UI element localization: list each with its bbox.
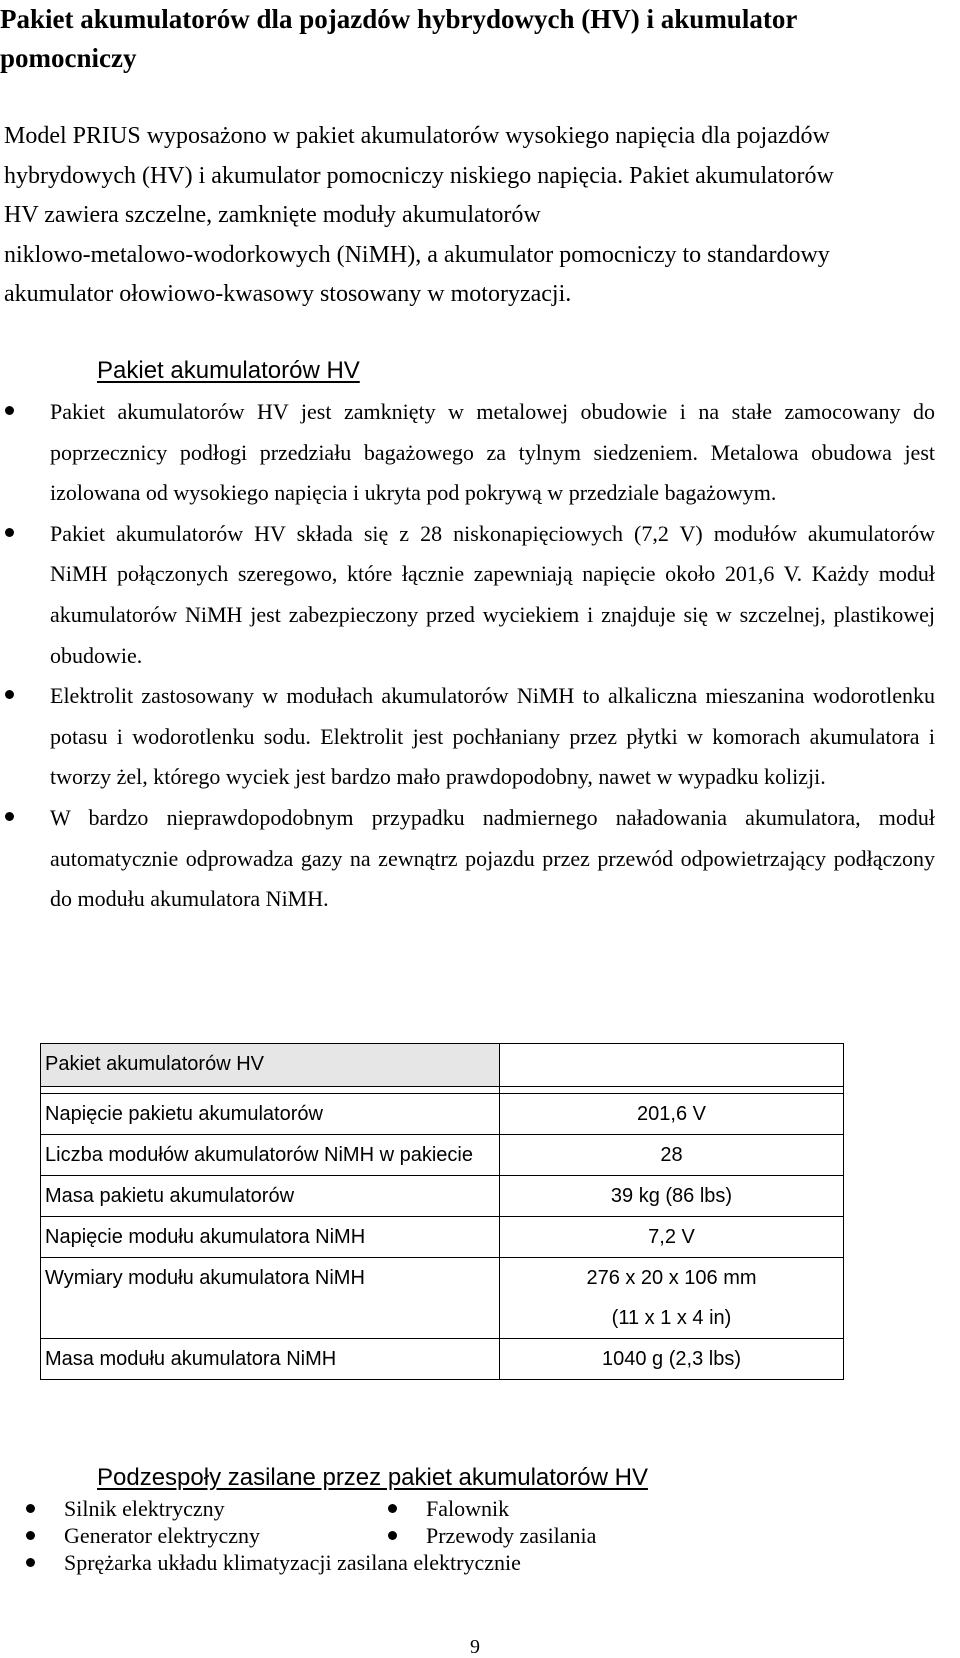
list-item <box>384 1495 509 1522</box>
table-spacer-row <box>41 1087 844 1094</box>
table-row <box>41 1339 844 1380</box>
hv-section-heading: Pakiet akumulatorów HV <box>97 357 360 384</box>
list-item <box>384 1522 596 1549</box>
hv-bullet-list <box>0 392 935 920</box>
table-row-value: 201,6 V <box>500 1094 844 1135</box>
table-header-row <box>41 1044 844 1087</box>
intro-line: hybrydowych (HV) i akumulator pomocniczy niskiego napięcia. Pakiet akumulatorów <box>4 162 834 189</box>
list-item-text: Silnik elektryczny <box>64 1496 225 1521</box>
bullet-icon <box>388 1504 397 1513</box>
list-item-text: Generator elektryczny <box>64 1523 261 1548</box>
table-row-value <box>500 1258 844 1339</box>
table-row <box>41 1217 844 1258</box>
page-number: 9 <box>470 1636 480 1658</box>
bullet-icon <box>26 1531 35 1540</box>
bullet-icon <box>5 406 14 415</box>
intro-line: HV zawiera szczelne, zamknięte moduły akumulatorów <box>4 202 541 228</box>
table-row-label: Napięcie modułu akumulatora NiMH <box>41 1217 500 1258</box>
table-header-cell: Pakiet akumulatorów HV <box>41 1044 500 1087</box>
bullet-text: W bardzo nieprawdopodobnym przypadku nadmiernego naładowania akumulatora, moduł automatycznie odprowadza gazy na zewnątrz pojazdu przez przewód odpowietrzający podłączony do modułu akumulatora NiMH. <box>50 804 935 912</box>
table-row-value: 28 <box>500 1135 844 1176</box>
page-title <box>0 0 945 78</box>
page-title-line1: Pakiet akumulatorów dla pojazdów hybrydowych (HV) i akumulator <box>0 4 798 34</box>
table-row-label: Liczba modułów akumulatorów NiMH w pakiecie <box>41 1135 500 1176</box>
bullet-icon <box>5 812 14 821</box>
list-row <box>22 1549 722 1576</box>
bullet-icon <box>5 690 14 699</box>
list-row <box>22 1495 722 1522</box>
table-header-empty-cell <box>500 1044 844 1087</box>
table-row-value: 1040 g (2,3 lbs) <box>500 1339 844 1380</box>
consumers-section-heading: Podzespoły zasilane przez pakiet akumulatorów HV <box>97 1464 648 1491</box>
table-row <box>41 1135 844 1176</box>
intro-line: akumulator ołowiowo-kwasowy stosowany w motoryzacji. <box>4 281 572 307</box>
bullet-item <box>0 392 935 514</box>
table-row <box>41 1094 844 1135</box>
list-row <box>22 1522 722 1549</box>
bullet-icon <box>388 1531 397 1540</box>
table-row-label: Masa pakietu akumulatorów <box>41 1176 500 1217</box>
list-item-text: Przewody zasilania <box>426 1523 597 1548</box>
list-item-text: Sprężarka układu klimatyzacji zasilana elektrycznie <box>64 1550 521 1575</box>
table-row-label: Masa modułu akumulatora NiMH <box>41 1339 500 1380</box>
consumers-list <box>22 1495 722 1576</box>
intro-line: niklowo-metalowo-wodorkowych (NiMH), a akumulator pomocniczy to standardowy <box>4 241 830 268</box>
list-item <box>22 1522 260 1549</box>
table-row <box>41 1176 844 1217</box>
bullet-text: Elektrolit zastosowany w modułach akumulatorów NiMH to alkaliczna mieszanina wodorotlenku potasu i wodorotlenku sodu. Elektrolit jest pochłaniany przez płytki w komorach akumulatora i tworzy żel, którego wyciek jest bardzo mało prawdopodobny, nawet w wypadku kolizji. <box>50 683 935 790</box>
bullet-item <box>0 676 935 798</box>
page-title-line2: pomocniczy <box>0 43 137 73</box>
table-row-value-line1: 276 x 20 x 106 mm <box>586 1267 757 1289</box>
bullet-text: Pakiet akumulatorów HV składa się z 28 niskonapięciowych (7,2 V) modułów akumulatorów NiMH połączonych szeregowo, które łącznie zapewniają napięcie około 201,6 V. Każdy moduł akumulatorów NiMH jest zabezpieczony przed wyciekiem i znajduje się w szczelnej, plastikowej obudowie. <box>50 520 935 668</box>
list-item-text: Falownik <box>426 1496 510 1521</box>
bullet-item <box>0 514 935 676</box>
bullet-icon <box>5 528 14 537</box>
table-row <box>41 1258 844 1339</box>
intro-line: Model PRIUS wyposażono w pakiet akumulatorów wysokiego napięcia dla pojazdów <box>4 123 830 149</box>
bullet-icon <box>26 1504 35 1513</box>
bullet-icon <box>26 1558 35 1567</box>
table-row-value-line2: (11 x 1 x 4 in) <box>611 1307 732 1329</box>
table-row-value: 7,2 V <box>500 1217 844 1258</box>
list-item <box>22 1549 521 1576</box>
intro-paragraph <box>4 117 939 315</box>
table-row-value: 39 kg (86 lbs) <box>500 1176 844 1217</box>
spec-table <box>40 1043 844 1380</box>
bullet-item <box>0 798 935 920</box>
table-row-label: Wymiary modułu akumulatora NiMH <box>41 1258 500 1339</box>
bullet-text: Pakiet akumulatorów HV jest zamknięty w metalowej obudowie i na stałe zamocowany do poprzecznicy podłogi przedziału bagażowego za tylnym siedzeniem. Metalowa obudowa jest izolowana od wysokiego napięcia i ukryta pod pokrywą w przedziale bagażowym. <box>50 399 935 506</box>
table-row-label: Napięcie pakietu akumulatorów <box>41 1094 500 1135</box>
list-item <box>22 1495 225 1522</box>
